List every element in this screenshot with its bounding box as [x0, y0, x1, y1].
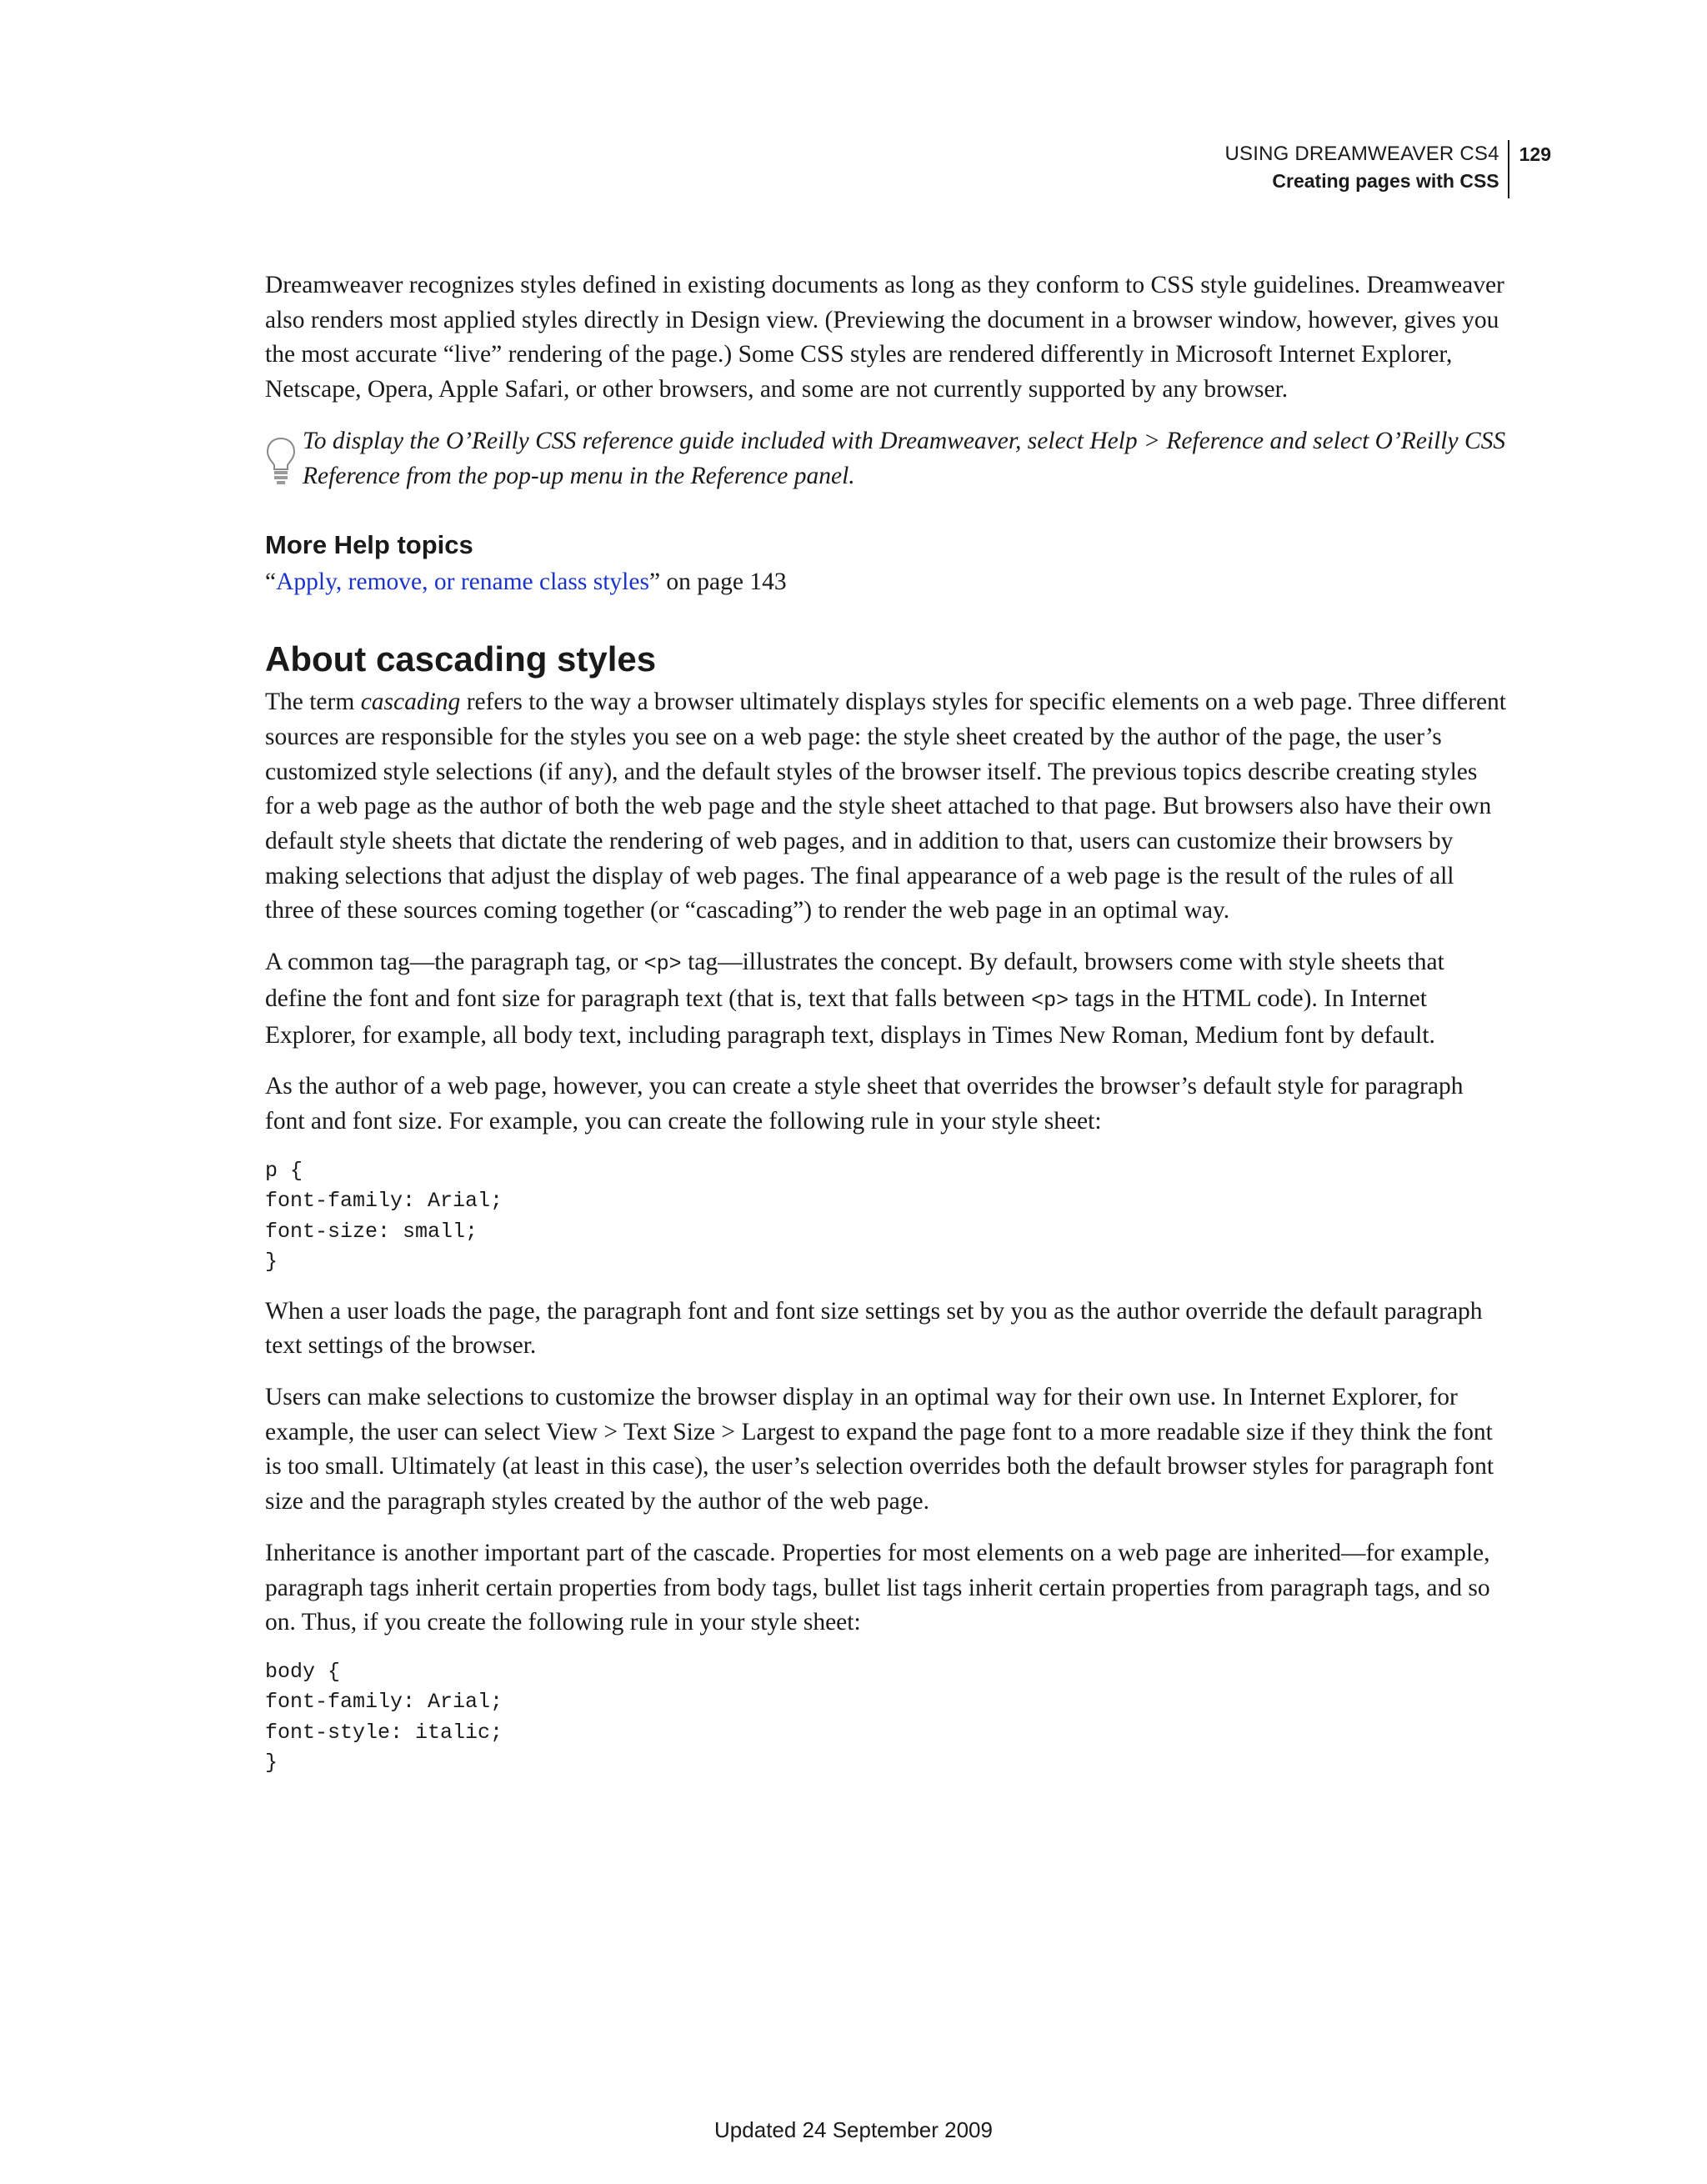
footer-updated-date: Updated 24 September 2009 [714, 2117, 993, 2142]
tip-note [265, 424, 1509, 493]
lightbulb-icon [265, 436, 297, 486]
text-run: The term [265, 689, 361, 716]
tip-text: To display the O’Reilly CSS reference guide included with Dreamweaver, select Help > Reference and select O’Reilly CSS Reference from the pop-up menu in the Reference panel. [303, 427, 1506, 489]
text-run: tags in the HTML code). In Internet Explorer, for example, all body text, including paragraph text, displays in Times New Roman, Medium font by default. [265, 984, 1435, 1049]
running-header-titles [1224, 140, 1509, 198]
close-quote: ” [648, 569, 661, 596]
inline-code-p-tag: <p> [643, 952, 682, 977]
inline-code-p-tag: <p> [1031, 988, 1069, 1013]
text-run: A common tag—the paragraph tag, or [265, 949, 644, 976]
running-header [1224, 140, 1551, 198]
user-selections-paragraph: Users can make selections to customize the browser display in an optimal way for their own use. In Internet Explorer, for example, the user can select View > Text Size > Largest to expand the page font to a more readable size if they think the font is too small. Ultimately (at least in this case), the user’s selection overrides both the default browser styles for paragraph font size and the paragraph styles created by the author of the web page. [265, 1384, 1494, 1515]
more-help-topic [265, 564, 1509, 600]
chapter-title: Creating pages with CSS [1272, 170, 1499, 192]
paragraph-tag-paragraph [265, 945, 1509, 1053]
code-example-p-rule: p { font-family: Arial; font-size: small; } [265, 1158, 503, 1275]
text-run: refers to the way a browser ultimately displays styles for specific elements on a web page. Three different sources are responsible for the styles you see on a web page: the style sheet created by the author of the page, the user’s customized style selections (if any), and the default styles of the browser itself. The previous topics describe creating styles for a web page as the author of both the web page and the style sheet attached to that page. But browsers also have their own default style sheets that dictate the rendering of web pages, and in addition to that, users can customize their browsers by making selections that adjust the display of web pages. The final appearance of a web page is the result of the rules of all three of these sources coming together (or “cascading”) to render the web page in an optimal way. [265, 689, 1506, 924]
code-example-body-rule: body { font-family: Arial; font-style: italic; } [265, 1659, 503, 1776]
more-help-heading: More Help topics [265, 530, 473, 560]
book-title: USING DREAMWEAVER CS4 [1224, 143, 1499, 165]
apply-remove-rename-class-styles-link[interactable]: Apply, remove, or rename class styles [276, 569, 649, 596]
author-style-paragraph: As the author of a web page, however, you can create a style sheet that overrides the browser’s default style for paragraph font and font size. For example, you can create the following rule in your style sheet: [265, 1073, 1464, 1135]
cascading-definition-paragraph [265, 685, 1509, 929]
page-reference: on page 143 [660, 569, 787, 596]
main-content [265, 268, 1509, 1796]
section-heading: About cascading styles [265, 639, 657, 679]
term-cascading: cascading [360, 689, 461, 716]
intro-paragraph: Dreamweaver recognizes styles defined in existing documents as long as they conform to CSS style guidelines. Dreamweaver also renders most applied styles directly in Design view. (Previewing the document in a browser window, however, gives you the most accurate “live” rendering of the page.) Some CSS styles are rendered differently in Microsoft Internet Explorer, Netscape, Opera, Apple Safari, or other browsers, and some are not currently supported by any browser. [265, 272, 1504, 403]
text-run: tag—illustrates the concept. By default, browsers come with style sheets that define the font and font size for paragraph text (that is, text that falls between [265, 949, 1444, 1012]
user-loads-paragraph: When a user loads the page, the paragraph font and font size settings set by you as the author override the default paragraph text settings of the browser. [265, 1297, 1483, 1360]
open-quote: “ [265, 569, 277, 596]
inheritance-paragraph: Inheritance is another important part of the cascade. Properties for most elements on a web page are inherited—for example, paragraph tags inherit certain properties from body tags, bullet list tags inherit certain properties from paragraph tags, and so on. Thus, if you create the following rule in your style sheet: [265, 1539, 1490, 1636]
page-number: 129 [1519, 143, 1551, 165]
